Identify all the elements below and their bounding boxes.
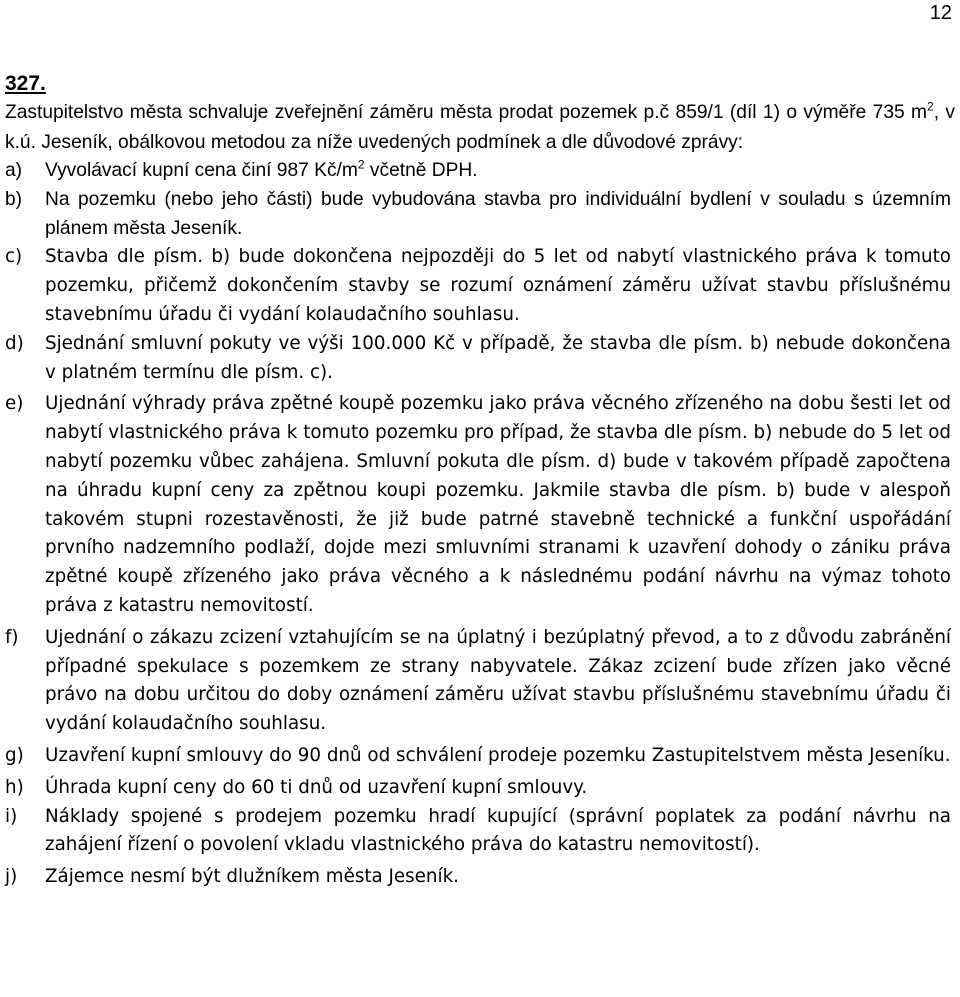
condition-a (5, 157, 955, 186)
condition-a-superscript: 2 (357, 157, 365, 172)
page-number: 12 (929, 2, 952, 24)
condition-marker: e) (5, 393, 24, 415)
intro-text-part1: Zastupitelstvo města schvaluje zveřejnění záměru města prodat pozemek p.č 859/1 (díl 1) o výměře 735 m (5, 102, 928, 123)
intro-superscript: 2 (927, 99, 934, 114)
condition-j (5, 863, 955, 892)
condition-text: Stavba dle písm. b) bude dokončena nejpozději do 5 let od nabytí vlastnického práva k tomuto pozemku, přičemž dokončením stavby se rozumí oznámení záměru užívat stavbu příslušnému stavebnímu úřadu či vydání kolaudačního souhlasu. (45, 246, 951, 325)
condition-marker: g) (5, 744, 24, 766)
resolution-block (5, 69, 955, 892)
condition-text: Uzavření kupní smlouvy do 90 dnů od schválení prodeje pozemku Zastupitelstvem města Jeseníku. (45, 744, 951, 766)
condition-marker: b) (5, 188, 23, 210)
condition-f (5, 624, 955, 739)
condition-marker: h) (5, 776, 24, 798)
condition-marker: a) (5, 160, 23, 181)
condition-h (5, 774, 955, 803)
condition-text: Zájemce nesmí být dlužníkem města Jeseník. (45, 866, 459, 888)
condition-b (5, 186, 955, 244)
condition-c (5, 243, 955, 329)
condition-marker: i) (5, 805, 18, 827)
condition-text: Ujednání o zákazu zcizení vztahujícím se na úplatný i bezúplatný převod, a to z důvodu zabránění případné spekulace s pozemkem ze strany nabyvatele. Zákaz zcizení bude zřízen jako věcné právo na dobu určitou do doby oznámení záměru užívat stavbu příslušnému stavebnímu úřadu či vydání kolaudačního souhlasu. (45, 626, 951, 735)
condition-marker: f) (5, 626, 19, 648)
condition-marker: d) (5, 332, 24, 354)
condition-text: Na pozemku (nebo jeho části) bude vybudována stavba pro individuální bydlení v souladu s územním plánem města Jeseník. (45, 188, 951, 239)
condition-text (45, 157, 955, 186)
condition-i (5, 803, 955, 861)
condition-a-text-part2: včetně DPH. (364, 160, 478, 181)
intro-text-part2: , v k.ú. Jeseník, obálkovou metodou za níže uvedených podmínek a dle důvodové zprávy: (5, 102, 955, 153)
condition-e (5, 390, 955, 620)
condition-a-text-part1: Vyvolávací kupní cena činí 987 Kč/m (45, 160, 358, 181)
condition-text: Náklady spojené s prodejem pozemku hradí kupující (správní poplatek za podání návrhu na zahájení řízení o povolení vkladu vlastnického práva do katastru nemovitostí). (45, 805, 951, 856)
condition-text: Ujednání výhrady práva zpětné koupě pozemku jako práva věcného zřízeného na dobu šesti let od nabytí vlastnického práva k tomuto pozemku pro případ, že stavba dle písm. b) nebude do 5 let od nabytí pozemku vůbec zahájena. Smluvní pokuta dle písm. d) bude v takovém případě započtena na úhradu kupní ceny za zpětnou koupi pozemku. Jakmile stavba dle písm. b) bude v alespoň takovém stupni rozestavěnosti, že již bude patrné stavebně technické a funkční uspořádání prvního nadzemního podlaží, dojde mezi smluvními stranami k uzavření dohody o zániku práva zpětné koupě zřízeného jako práva věcného a k následnému podání návrhu na výmaz tohoto práva z katastru nemovitostí. (45, 393, 951, 616)
resolution-intro (5, 98, 955, 157)
condition-text: Sjednání smluvní pokuty ve výši 100.000 Kč v případě, že stavba dle písm. b) nebude dokončena v platném termínu dle písm. c). (45, 332, 951, 383)
condition-d (5, 330, 955, 388)
condition-marker: j) (5, 866, 18, 888)
condition-g (5, 742, 955, 771)
condition-text: Úhrada kupní ceny do 60 ti dnů od uzavření kupní smlouvy. (45, 776, 588, 798)
condition-marker: c) (5, 246, 23, 268)
resolution-number: 327. (5, 72, 46, 95)
